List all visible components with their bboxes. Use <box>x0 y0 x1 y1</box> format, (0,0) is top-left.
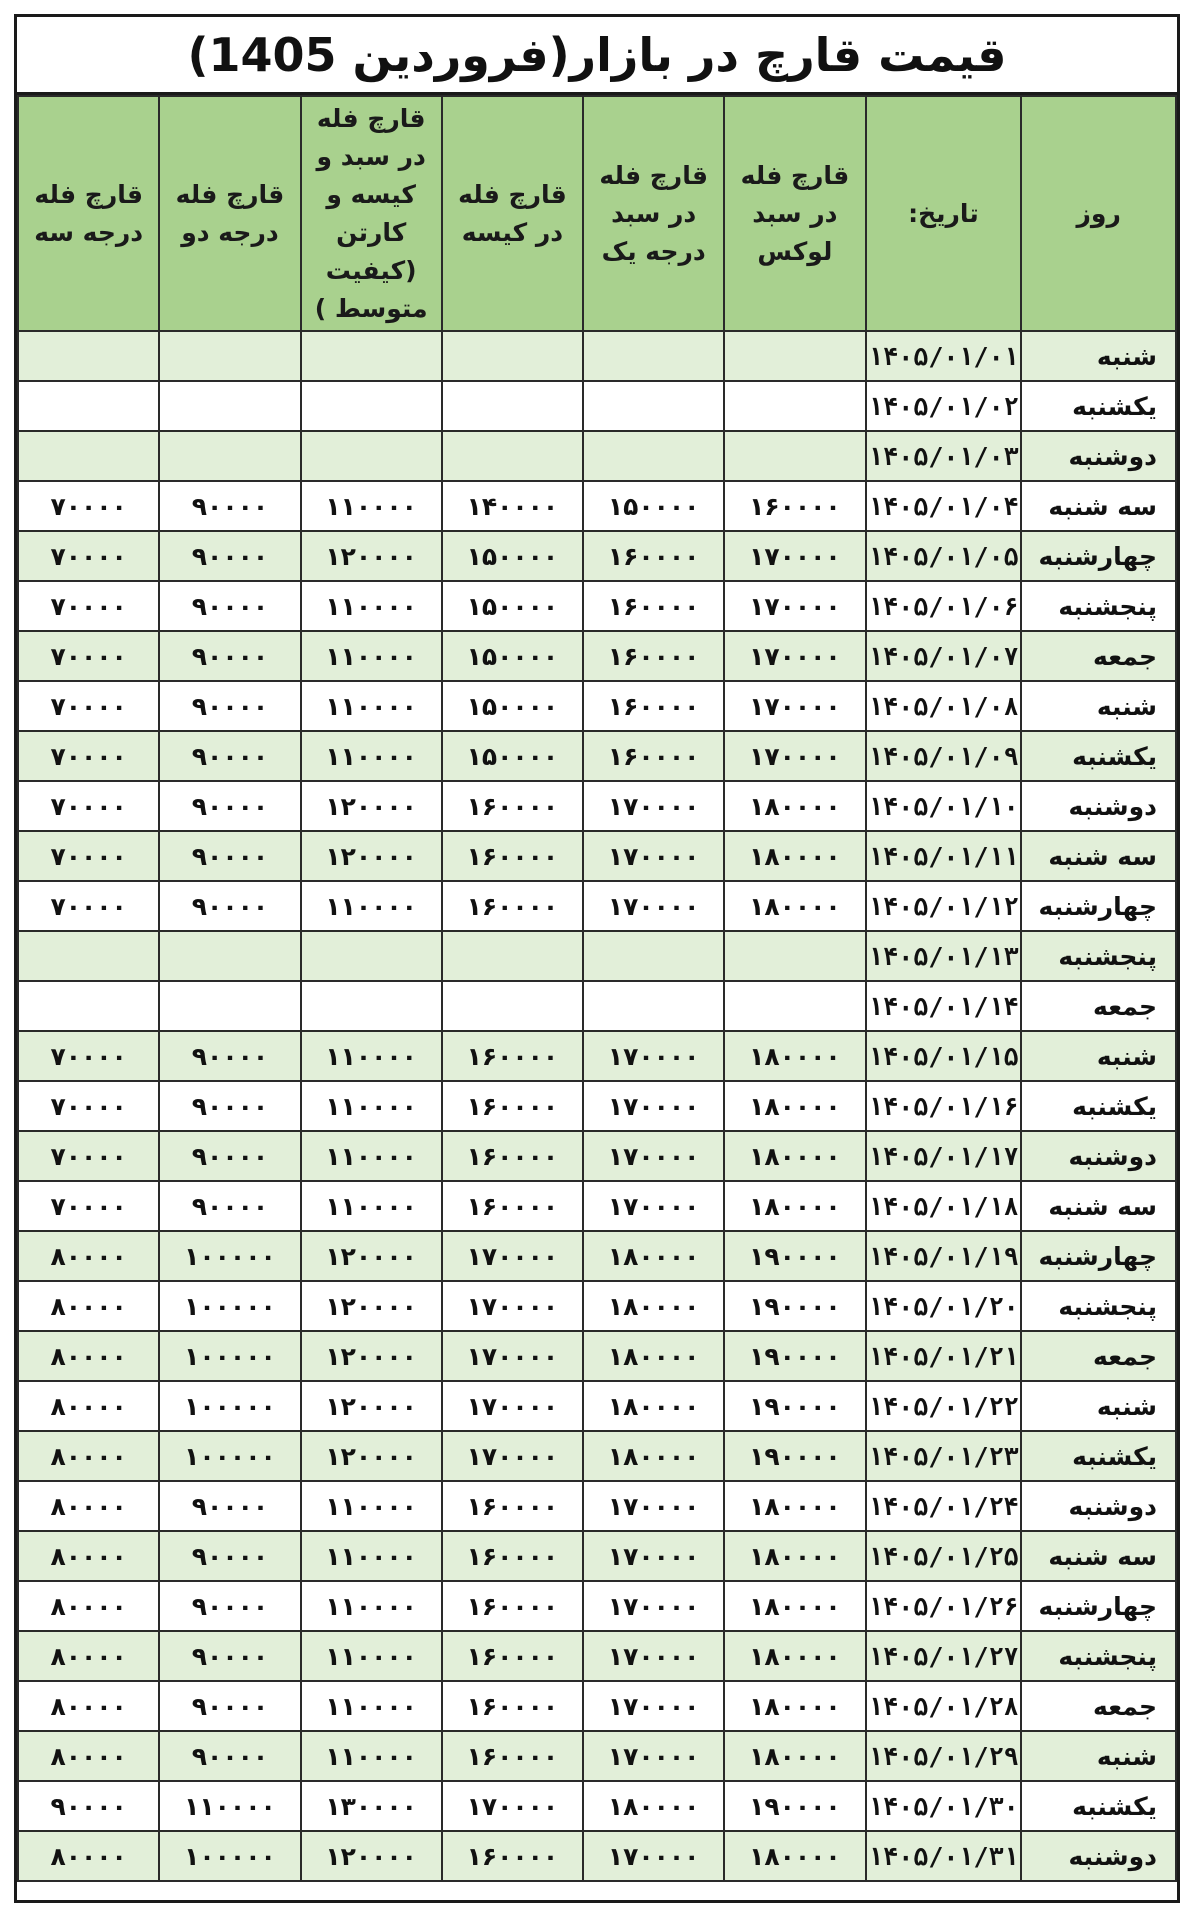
cell-day: دوشنبه <box>1021 1481 1176 1531</box>
cell-lux-basket: ۱۸۰۰۰۰ <box>724 1031 865 1081</box>
cell-day: سه شنبه <box>1021 1531 1176 1581</box>
cell-date: ۱۴۰۵/۰۱/۲۹ <box>866 1731 1022 1781</box>
cell-bag: ۱۶۰۰۰۰ <box>442 781 583 831</box>
cell-medium-quality: ۱۲۰۰۰۰ <box>301 1231 442 1281</box>
cell-grade1-basket: ۱۷۰۰۰۰ <box>583 1531 724 1581</box>
cell-grade3: ۷۰۰۰۰ <box>18 681 159 731</box>
cell-grade2: ۹۰۰۰۰ <box>159 481 300 531</box>
cell-medium-quality: ۱۲۰۰۰۰ <box>301 831 442 881</box>
cell-bag: ۱۷۰۰۰۰ <box>442 1331 583 1381</box>
cell-grade3: ۷۰۰۰۰ <box>18 781 159 831</box>
cell-date: ۱۴۰۵/۰۱/۰۲ <box>866 381 1022 431</box>
cell-grade3: ۸۰۰۰۰ <box>18 1681 159 1731</box>
cell-day: چهارشنبه <box>1021 531 1176 581</box>
cell-lux-basket: ۱۸۰۰۰۰ <box>724 1531 865 1581</box>
cell-bag: ۱۶۰۰۰۰ <box>442 1681 583 1731</box>
cell-medium-quality: ۱۱۰۰۰۰ <box>301 1681 442 1731</box>
cell-grade1-basket <box>583 381 724 431</box>
cell-lux-basket <box>724 331 865 381</box>
cell-medium-quality: ۱۱۰۰۰۰ <box>301 1631 442 1681</box>
cell-grade1-basket: ۱۸۰۰۰۰ <box>583 1431 724 1481</box>
cell-grade3: ۸۰۰۰۰ <box>18 1531 159 1581</box>
cell-grade1-basket: ۱۷۰۰۰۰ <box>583 1581 724 1631</box>
header-bag: قارچ فله در کیسه <box>442 96 583 331</box>
table-row <box>18 1731 1176 1781</box>
cell-bag: ۱۶۰۰۰۰ <box>442 881 583 931</box>
cell-day: چهارشنبه <box>1021 1581 1176 1631</box>
cell-grade1-basket: ۱۶۰۰۰۰ <box>583 581 724 631</box>
table-row <box>18 1081 1176 1131</box>
cell-grade3 <box>18 381 159 431</box>
cell-medium-quality: ۱۲۰۰۰۰ <box>301 781 442 831</box>
cell-day: یکشنبه <box>1021 381 1176 431</box>
cell-grade1-basket: ۱۸۰۰۰۰ <box>583 1281 724 1331</box>
cell-day: شنبه <box>1021 1031 1176 1081</box>
cell-lux-basket: ۱۹۰۰۰۰ <box>724 1231 865 1281</box>
table-row <box>18 331 1176 381</box>
cell-grade2: ۹۰۰۰۰ <box>159 581 300 631</box>
cell-bag: ۱۶۰۰۰۰ <box>442 831 583 881</box>
cell-medium-quality: ۱۱۰۰۰۰ <box>301 1531 442 1581</box>
cell-grade1-basket: ۱۸۰۰۰۰ <box>583 1781 724 1831</box>
cell-day: سه شنبه <box>1021 1181 1176 1231</box>
cell-bag: ۱۶۰۰۰۰ <box>442 1531 583 1581</box>
cell-bag: ۱۶۰۰۰۰ <box>442 1731 583 1781</box>
cell-grade3: ۸۰۰۰۰ <box>18 1231 159 1281</box>
cell-day: جمعه <box>1021 1681 1176 1731</box>
cell-date: ۱۴۰۵/۰۱/۱۴ <box>866 981 1022 1031</box>
cell-bag: ۱۷۰۰۰۰ <box>442 1431 583 1481</box>
cell-bag: ۱۶۰۰۰۰ <box>442 1031 583 1081</box>
cell-day: شنبه <box>1021 1731 1176 1781</box>
cell-grade1-basket: ۱۷۰۰۰۰ <box>583 881 724 931</box>
cell-medium-quality: ۱۲۰۰۰۰ <box>301 1831 442 1881</box>
table-row <box>18 881 1176 931</box>
cell-grade2 <box>159 381 300 431</box>
cell-bag: ۱۵۰۰۰۰ <box>442 731 583 781</box>
cell-medium-quality: ۱۱۰۰۰۰ <box>301 1181 442 1231</box>
cell-bag: ۱۵۰۰۰۰ <box>442 681 583 731</box>
cell-date: ۱۴۰۵/۰۱/۱۳ <box>866 931 1022 981</box>
table-row <box>18 581 1176 631</box>
cell-date: ۱۴۰۵/۰۱/۰۹ <box>866 731 1022 781</box>
cell-grade2: ۱۰۰۰۰۰ <box>159 1831 300 1881</box>
cell-grade1-basket: ۱۸۰۰۰۰ <box>583 1331 724 1381</box>
cell-bag: ۱۷۰۰۰۰ <box>442 1231 583 1281</box>
cell-date: ۱۴۰۵/۰۱/۲۷ <box>866 1631 1022 1681</box>
cell-grade1-basket: ۱۷۰۰۰۰ <box>583 1831 724 1881</box>
cell-date: ۱۴۰۵/۰۱/۰۶ <box>866 581 1022 631</box>
cell-medium-quality: ۱۱۰۰۰۰ <box>301 731 442 781</box>
cell-grade3: ۸۰۰۰۰ <box>18 1631 159 1681</box>
cell-day: شنبه <box>1021 681 1176 731</box>
table-row <box>18 1581 1176 1631</box>
cell-grade1-basket: ۱۸۰۰۰۰ <box>583 1381 724 1431</box>
cell-medium-quality <box>301 381 442 431</box>
cell-grade2: ۹۰۰۰۰ <box>159 1581 300 1631</box>
cell-date: ۱۴۰۵/۰۱/۲۸ <box>866 1681 1022 1731</box>
cell-grade1-basket: ۱۷۰۰۰۰ <box>583 831 724 881</box>
cell-date: ۱۴۰۵/۰۱/۱۷ <box>866 1131 1022 1181</box>
cell-lux-basket <box>724 931 865 981</box>
cell-bag: ۱۷۰۰۰۰ <box>442 1381 583 1431</box>
cell-day: پنجشنبه <box>1021 581 1176 631</box>
cell-date: ۱۴۰۵/۰۱/۳۰ <box>866 1781 1022 1831</box>
cell-date: ۱۴۰۵/۰۱/۰۸ <box>866 681 1022 731</box>
cell-medium-quality: ۱۱۰۰۰۰ <box>301 1481 442 1531</box>
cell-grade1-basket: ۱۸۰۰۰۰ <box>583 1231 724 1281</box>
table-row <box>18 1281 1176 1331</box>
cell-grade2: ۹۰۰۰۰ <box>159 1631 300 1681</box>
cell-medium-quality: ۱۲۰۰۰۰ <box>301 1331 442 1381</box>
table-row <box>18 781 1176 831</box>
cell-bag: ۱۷۰۰۰۰ <box>442 1281 583 1331</box>
table-row <box>18 831 1176 881</box>
cell-grade1-basket: ۱۷۰۰۰۰ <box>583 1081 724 1131</box>
cell-bag: ۱۶۰۰۰۰ <box>442 1581 583 1631</box>
cell-day: پنجشنبه <box>1021 1281 1176 1331</box>
cell-medium-quality: ۱۱۰۰۰۰ <box>301 681 442 731</box>
cell-grade3: ۸۰۰۰۰ <box>18 1281 159 1331</box>
cell-grade2: ۹۰۰۰۰ <box>159 1731 300 1781</box>
table-row <box>18 631 1176 681</box>
cell-grade3: ۷۰۰۰۰ <box>18 631 159 681</box>
cell-grade3: ۸۰۰۰۰ <box>18 1331 159 1381</box>
cell-grade2: ۹۰۰۰۰ <box>159 1081 300 1131</box>
cell-day: دوشنبه <box>1021 1831 1176 1881</box>
cell-day: پنجشنبه <box>1021 1631 1176 1681</box>
cell-grade2: ۹۰۰۰۰ <box>159 1681 300 1731</box>
cell-grade1-basket: ۱۷۰۰۰۰ <box>583 1181 724 1231</box>
price-table <box>17 95 1177 1882</box>
cell-grade3: ۷۰۰۰۰ <box>18 581 159 631</box>
cell-date: ۱۴۰۵/۰۱/۱۶ <box>866 1081 1022 1131</box>
cell-lux-basket: ۱۷۰۰۰۰ <box>724 531 865 581</box>
cell-grade3: ۷۰۰۰۰ <box>18 481 159 531</box>
cell-date: ۱۴۰۵/۰۱/۲۶ <box>866 1581 1022 1631</box>
cell-grade3: ۸۰۰۰۰ <box>18 1581 159 1631</box>
table-row <box>18 1131 1176 1181</box>
cell-lux-basket: ۱۷۰۰۰۰ <box>724 731 865 781</box>
cell-date: ۱۴۰۵/۰۱/۱۲ <box>866 881 1022 931</box>
cell-day: چهارشنبه <box>1021 881 1176 931</box>
cell-grade1-basket <box>583 331 724 381</box>
cell-grade1-basket: ۱۵۰۰۰۰ <box>583 481 724 531</box>
cell-lux-basket: ۱۸۰۰۰۰ <box>724 1631 865 1681</box>
cell-bag <box>442 381 583 431</box>
cell-grade2: ۹۰۰۰۰ <box>159 1131 300 1181</box>
cell-date: ۱۴۰۵/۰۱/۲۱ <box>866 1331 1022 1381</box>
cell-grade2: ۹۰۰۰۰ <box>159 831 300 881</box>
table-row <box>18 1831 1176 1881</box>
cell-bag: ۱۶۰۰۰۰ <box>442 1631 583 1681</box>
cell-day: پنجشنبه <box>1021 931 1176 981</box>
cell-grade1-basket: ۱۷۰۰۰۰ <box>583 1731 724 1781</box>
cell-grade2: ۹۰۰۰۰ <box>159 731 300 781</box>
cell-day: یکشنبه <box>1021 731 1176 781</box>
cell-medium-quality: ۱۳۰۰۰۰ <box>301 1781 442 1831</box>
table-row <box>18 681 1176 731</box>
table-row <box>18 1231 1176 1281</box>
cell-grade2: ۹۰۰۰۰ <box>159 631 300 681</box>
cell-date: ۱۴۰۵/۰۱/۲۴ <box>866 1481 1022 1531</box>
cell-lux-basket: ۱۶۰۰۰۰ <box>724 481 865 531</box>
cell-medium-quality: ۱۱۰۰۰۰ <box>301 1131 442 1181</box>
cell-lux-basket: ۱۹۰۰۰۰ <box>724 1381 865 1431</box>
cell-medium-quality: ۱۱۰۰۰۰ <box>301 1031 442 1081</box>
table-row <box>18 1431 1176 1481</box>
cell-grade3: ۸۰۰۰۰ <box>18 1381 159 1431</box>
cell-date: ۱۴۰۵/۰۱/۱۰ <box>866 781 1022 831</box>
table-row <box>18 1531 1176 1581</box>
cell-grade2: ۹۰۰۰۰ <box>159 681 300 731</box>
cell-grade1-basket: ۱۶۰۰۰۰ <box>583 731 724 781</box>
cell-lux-basket: ۱۹۰۰۰۰ <box>724 1781 865 1831</box>
header-medium-quality: قارچ فله در سبد و کیسه و کارتن (کیفیت متوسط ) <box>301 96 442 331</box>
header-day: روز <box>1021 96 1176 331</box>
table-row <box>18 981 1176 1031</box>
cell-date: ۱۴۰۵/۰۱/۰۱ <box>866 331 1022 381</box>
cell-bag: ۱۶۰۰۰۰ <box>442 1131 583 1181</box>
cell-grade2: ۹۰۰۰۰ <box>159 1481 300 1531</box>
cell-bag <box>442 431 583 481</box>
table-row <box>18 1181 1176 1231</box>
cell-medium-quality: ۱۲۰۰۰۰ <box>301 1381 442 1431</box>
cell-grade1-basket: ۱۶۰۰۰۰ <box>583 531 724 581</box>
cell-grade1-basket <box>583 931 724 981</box>
table-row <box>18 1481 1176 1531</box>
cell-grade2: ۱۰۰۰۰۰ <box>159 1331 300 1381</box>
cell-lux-basket: ۱۷۰۰۰۰ <box>724 631 865 681</box>
cell-bag <box>442 931 583 981</box>
cell-lux-basket: ۱۸۰۰۰۰ <box>724 1681 865 1731</box>
cell-medium-quality <box>301 331 442 381</box>
cell-grade1-basket: ۱۷۰۰۰۰ <box>583 1481 724 1531</box>
cell-medium-quality: ۱۱۰۰۰۰ <box>301 1731 442 1781</box>
cell-grade3: ۷۰۰۰۰ <box>18 1081 159 1131</box>
cell-bag: ۱۴۰۰۰۰ <box>442 481 583 531</box>
cell-grade1-basket: ۱۷۰۰۰۰ <box>583 781 724 831</box>
cell-grade1-basket: ۱۷۰۰۰۰ <box>583 1031 724 1081</box>
cell-grade2: ۱۱۰۰۰۰ <box>159 1781 300 1831</box>
cell-grade3 <box>18 431 159 481</box>
cell-grade2: ۹۰۰۰۰ <box>159 531 300 581</box>
cell-grade1-basket <box>583 981 724 1031</box>
table-row <box>18 531 1176 581</box>
cell-grade1-basket: ۱۷۰۰۰۰ <box>583 1631 724 1681</box>
cell-medium-quality: ۱۲۰۰۰۰ <box>301 1281 442 1331</box>
table-row <box>18 1381 1176 1431</box>
cell-lux-basket: ۱۸۰۰۰۰ <box>724 1481 865 1531</box>
cell-grade3 <box>18 931 159 981</box>
cell-day: یکشنبه <box>1021 1081 1176 1131</box>
cell-bag: ۱۵۰۰۰۰ <box>442 581 583 631</box>
cell-bag: ۱۷۰۰۰۰ <box>442 1781 583 1831</box>
cell-medium-quality: ۱۱۰۰۰۰ <box>301 1581 442 1631</box>
cell-lux-basket: ۱۹۰۰۰۰ <box>724 1331 865 1381</box>
table-row <box>18 931 1176 981</box>
cell-grade3: ۸۰۰۰۰ <box>18 1481 159 1531</box>
header-grade2: قارچ فله درجه دو <box>159 96 300 331</box>
cell-lux-basket: ۱۸۰۰۰۰ <box>724 1831 865 1881</box>
cell-grade2 <box>159 931 300 981</box>
cell-grade3 <box>18 331 159 381</box>
cell-grade2 <box>159 981 300 1031</box>
cell-medium-quality: ۱۱۰۰۰۰ <box>301 481 442 531</box>
cell-grade3: ۷۰۰۰۰ <box>18 1131 159 1181</box>
cell-lux-basket: ۱۸۰۰۰۰ <box>724 781 865 831</box>
cell-bag: ۱۶۰۰۰۰ <box>442 1481 583 1531</box>
cell-grade2: ۹۰۰۰۰ <box>159 1181 300 1231</box>
cell-date: ۱۴۰۵/۰۱/۲۳ <box>866 1431 1022 1481</box>
cell-day: دوشنبه <box>1021 1131 1176 1181</box>
cell-bag <box>442 331 583 381</box>
cell-lux-basket <box>724 431 865 481</box>
cell-grade2: ۹۰۰۰۰ <box>159 881 300 931</box>
cell-lux-basket: ۱۸۰۰۰۰ <box>724 1181 865 1231</box>
cell-lux-basket: ۱۸۰۰۰۰ <box>724 1081 865 1131</box>
cell-bag: ۱۵۰۰۰۰ <box>442 631 583 681</box>
cell-lux-basket: ۱۸۰۰۰۰ <box>724 881 865 931</box>
cell-medium-quality <box>301 931 442 981</box>
cell-grade2: ۹۰۰۰۰ <box>159 1031 300 1081</box>
cell-bag <box>442 981 583 1031</box>
cell-medium-quality: ۱۱۰۰۰۰ <box>301 631 442 681</box>
cell-grade2: ۹۰۰۰۰ <box>159 781 300 831</box>
cell-date: ۱۴۰۵/۰۱/۲۲ <box>866 1381 1022 1431</box>
cell-medium-quality: ۱۲۰۰۰۰ <box>301 1431 442 1481</box>
cell-day: جمعه <box>1021 981 1176 1031</box>
cell-lux-basket: ۱۸۰۰۰۰ <box>724 1131 865 1181</box>
cell-date: ۱۴۰۵/۰۱/۲۰ <box>866 1281 1022 1331</box>
cell-lux-basket: ۱۸۰۰۰۰ <box>724 831 865 881</box>
cell-lux-basket: ۱۸۰۰۰۰ <box>724 1581 865 1631</box>
cell-day: دوشنبه <box>1021 431 1176 481</box>
cell-grade2: ۹۰۰۰۰ <box>159 1531 300 1581</box>
cell-date: ۱۴۰۵/۰۱/۱۱ <box>866 831 1022 881</box>
cell-bag: ۱۶۰۰۰۰ <box>442 1831 583 1881</box>
cell-lux-basket: ۱۹۰۰۰۰ <box>724 1431 865 1481</box>
table-row <box>18 1781 1176 1831</box>
cell-grade2: ۱۰۰۰۰۰ <box>159 1281 300 1331</box>
cell-day: سه شنبه <box>1021 481 1176 531</box>
cell-day: سه شنبه <box>1021 831 1176 881</box>
cell-grade3: ۷۰۰۰۰ <box>18 1181 159 1231</box>
cell-medium-quality: ۱۲۰۰۰۰ <box>301 531 442 581</box>
cell-grade2 <box>159 431 300 481</box>
header-row <box>18 96 1176 331</box>
cell-date: ۱۴۰۵/۰۱/۰۳ <box>866 431 1022 481</box>
header-grade1-basket: قارچ فله در سبد درجه یک <box>583 96 724 331</box>
header-date: تاریخ: <box>866 96 1022 331</box>
cell-grade2: ۱۰۰۰۰۰ <box>159 1231 300 1281</box>
cell-day: یکشنبه <box>1021 1431 1176 1481</box>
cell-grade3: ۸۰۰۰۰ <box>18 1831 159 1881</box>
price-sheet <box>14 14 1180 1903</box>
cell-date: ۱۴۰۵/۰۱/۰۴ <box>866 481 1022 531</box>
cell-grade2: ۱۰۰۰۰۰ <box>159 1381 300 1431</box>
cell-grade3: ۷۰۰۰۰ <box>18 881 159 931</box>
cell-medium-quality: ۱۱۰۰۰۰ <box>301 1081 442 1131</box>
cell-bag: ۱۵۰۰۰۰ <box>442 531 583 581</box>
table-row <box>18 431 1176 481</box>
cell-bag: ۱۶۰۰۰۰ <box>442 1181 583 1231</box>
cell-medium-quality <box>301 431 442 481</box>
table-row <box>18 381 1176 431</box>
header-grade3: قارچ فله درجه سه <box>18 96 159 331</box>
cell-date: ۱۴۰۵/۰۱/۳۱ <box>866 1831 1022 1881</box>
cell-grade3: ۸۰۰۰۰ <box>18 1731 159 1781</box>
cell-medium-quality: ۱۱۰۰۰۰ <box>301 581 442 631</box>
page-title: قیمت قارچ در بازار(فروردین 1405) <box>17 17 1177 95</box>
cell-grade2: ۱۰۰۰۰۰ <box>159 1431 300 1481</box>
header-lux-basket: قارچ فله در سبد لوکس <box>724 96 865 331</box>
cell-day: شنبه <box>1021 331 1176 381</box>
cell-bag: ۱۶۰۰۰۰ <box>442 1081 583 1131</box>
cell-date: ۱۴۰۵/۰۱/۲۵ <box>866 1531 1022 1581</box>
cell-lux-basket: ۱۷۰۰۰۰ <box>724 581 865 631</box>
table-row <box>18 1631 1176 1681</box>
cell-date: ۱۴۰۵/۰۱/۱۸ <box>866 1181 1022 1231</box>
cell-grade3: ۷۰۰۰۰ <box>18 731 159 781</box>
cell-grade3: ۷۰۰۰۰ <box>18 831 159 881</box>
cell-grade1-basket: ۱۶۰۰۰۰ <box>583 631 724 681</box>
cell-lux-basket <box>724 981 865 1031</box>
cell-grade1-basket: ۱۷۰۰۰۰ <box>583 1681 724 1731</box>
cell-day: جمعه <box>1021 631 1176 681</box>
cell-day: دوشنبه <box>1021 781 1176 831</box>
table-row <box>18 1331 1176 1381</box>
cell-grade1-basket: ۱۶۰۰۰۰ <box>583 681 724 731</box>
cell-grade1-basket: ۱۷۰۰۰۰ <box>583 1131 724 1181</box>
cell-date: ۱۴۰۵/۰۱/۱۵ <box>866 1031 1022 1081</box>
cell-grade1-basket <box>583 431 724 481</box>
cell-day: جمعه <box>1021 1331 1176 1381</box>
cell-date: ۱۴۰۵/۰۱/۰۵ <box>866 531 1022 581</box>
table-row <box>18 481 1176 531</box>
cell-lux-basket: ۱۸۰۰۰۰ <box>724 1731 865 1781</box>
cell-medium-quality <box>301 981 442 1031</box>
cell-day: چهارشنبه <box>1021 1231 1176 1281</box>
cell-lux-basket: ۱۷۰۰۰۰ <box>724 681 865 731</box>
cell-lux-basket: ۱۹۰۰۰۰ <box>724 1281 865 1331</box>
cell-grade3: ۷۰۰۰۰ <box>18 1031 159 1081</box>
cell-medium-quality: ۱۱۰۰۰۰ <box>301 881 442 931</box>
table-row <box>18 1031 1176 1081</box>
cell-lux-basket <box>724 381 865 431</box>
cell-date: ۱۴۰۵/۰۱/۰۷ <box>866 631 1022 681</box>
cell-grade3 <box>18 981 159 1031</box>
table-row <box>18 731 1176 781</box>
cell-day: شنبه <box>1021 1381 1176 1431</box>
table-row <box>18 1681 1176 1731</box>
cell-grade3: ۸۰۰۰۰ <box>18 1431 159 1481</box>
cell-date: ۱۴۰۵/۰۱/۱۹ <box>866 1231 1022 1281</box>
cell-grade3: ۹۰۰۰۰ <box>18 1781 159 1831</box>
cell-grade2 <box>159 331 300 381</box>
cell-day: یکشنبه <box>1021 1781 1176 1831</box>
cell-grade3: ۷۰۰۰۰ <box>18 531 159 581</box>
